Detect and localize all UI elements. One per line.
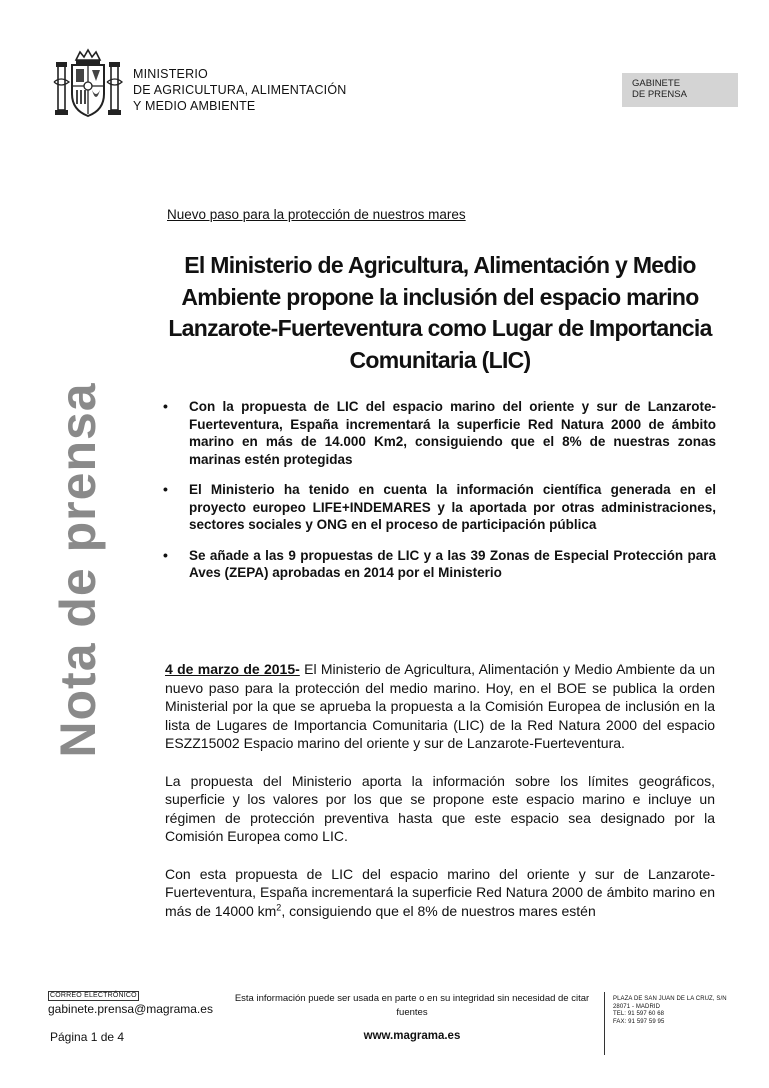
postal-address	[613, 996, 727, 1026]
paragraph	[165, 865, 715, 921]
bullet-icon: •	[163, 546, 168, 563]
address-line: 28071 - MADRID	[613, 1003, 661, 1010]
page-number: Página 1 de 4	[50, 1030, 125, 1044]
footer-divider	[604, 992, 605, 1055]
press-office-line-1: GABINETE	[632, 78, 681, 89]
usage-notice: Esta información puede ser usada en parte o en su integridad sin necesidad de citar fuentes	[234, 993, 590, 1018]
bullet-icon: •	[163, 398, 168, 414]
article-body	[165, 660, 715, 939]
paragraph-text: , consiguiendo que el 8% de nuestros mares estén	[281, 902, 596, 919]
ministry-line-2: DE AGRICULTURA, ALIMENTACIÓN	[133, 83, 347, 97]
highlights-list	[160, 398, 716, 595]
list-item-text: Se añade a las 9 propuestas de LIC y a las 39 Zonas de Especial Protección para Aves (ZEPA) aprobadas en 2014 por el Ministerio	[189, 547, 716, 580]
paragraph-text: Con esta propuesta de LIC del espacio marino del oriente y sur de Lanzarote-Fuerteventura, España incrementará la superficie Red Natura 2000 de ámbito marino en más de 14000 km	[165, 865, 715, 919]
press-office-line-2: DE PRENSA	[632, 89, 687, 100]
ministry-name	[133, 66, 347, 114]
paragraph-text: El Ministerio de Agricultura, Alimentación y Medio Ambiente da un nuevo paso para la protección del medio marino. Hoy, en el BOE se publica la orden Ministerial por la que se aprueba la propuesta a la Comisión Europea de inclusión en la lista de Lugares de Importancia Comunitaria (LIC) de la Red Natura 2000 del espacio ESZZ15002 Espacio marino del oriente y sur de Lanzarote-Fuerteventura.	[165, 661, 715, 751]
paragraph: La propuesta del Ministerio aporta la información sobre los límites geográficos, superficie y los valores por los que se propone este espacio marino e incluye un régimen de protección preventiva hasta que este espacio sea designado por la Comisión Europea como LIC.	[165, 772, 715, 844]
superscript: 2	[276, 901, 282, 912]
address-line: TEL: 91 597 60 68	[613, 1011, 665, 1017]
list-item	[160, 481, 716, 534]
side-label-text: Nota de prensa	[50, 382, 106, 758]
list-item-text: Con la propuesta de LIC del espacio marino del oriente y sur de Lanzarote-Fuerteventura, España incrementará la superficie Red Natura 2000 de ámbito marino en más de 14.000 Km2, consiguiendo que el 8% de nuestras zonas marinas estén protegidas	[189, 399, 716, 467]
email-link[interactable]: gabinete.prensa@magrama.es	[48, 1002, 213, 1016]
press-office-badge	[622, 73, 738, 107]
bullet-icon: •	[163, 481, 168, 497]
paragraph	[165, 660, 715, 753]
coat-of-arms-icon	[50, 46, 126, 122]
headline: El Ministerio de Agricultura, Alimentación y Medio Ambiente propone la inclusión del espacio marino Lanzarote-Fuerteventura como Lugar de Importancia Comunitaria (LIC)	[168, 252, 712, 373]
kicker: Nuevo paso para la protección de nuestros mares	[167, 207, 466, 222]
website-link[interactable]: www.magrama.es	[363, 1030, 461, 1042]
address-line: PLAZA DE SAN JUAN DE LA CRUZ, S/N	[613, 996, 727, 1002]
ministry-line-1: MINISTERIO	[133, 67, 208, 81]
list-item	[160, 547, 716, 582]
list-item	[160, 398, 716, 468]
address-line: FAX: 91 597 59 95	[613, 1018, 665, 1025]
press-release-side-label	[48, 380, 108, 760]
ministry-line-3: Y MEDIO AMBIENTE	[133, 99, 256, 113]
dateline: 4 de marzo de 2015-	[165, 661, 300, 677]
email-label: CORREO ELECTRÓNICO	[50, 992, 137, 999]
list-item-text: El Ministerio ha tenido en cuenta la información científica generada en el proyecto europeo LIFE+INDEMARES y la aportada por otras administraciones, sectores sociales y ONG en el proceso de participación pública	[189, 482, 716, 532]
